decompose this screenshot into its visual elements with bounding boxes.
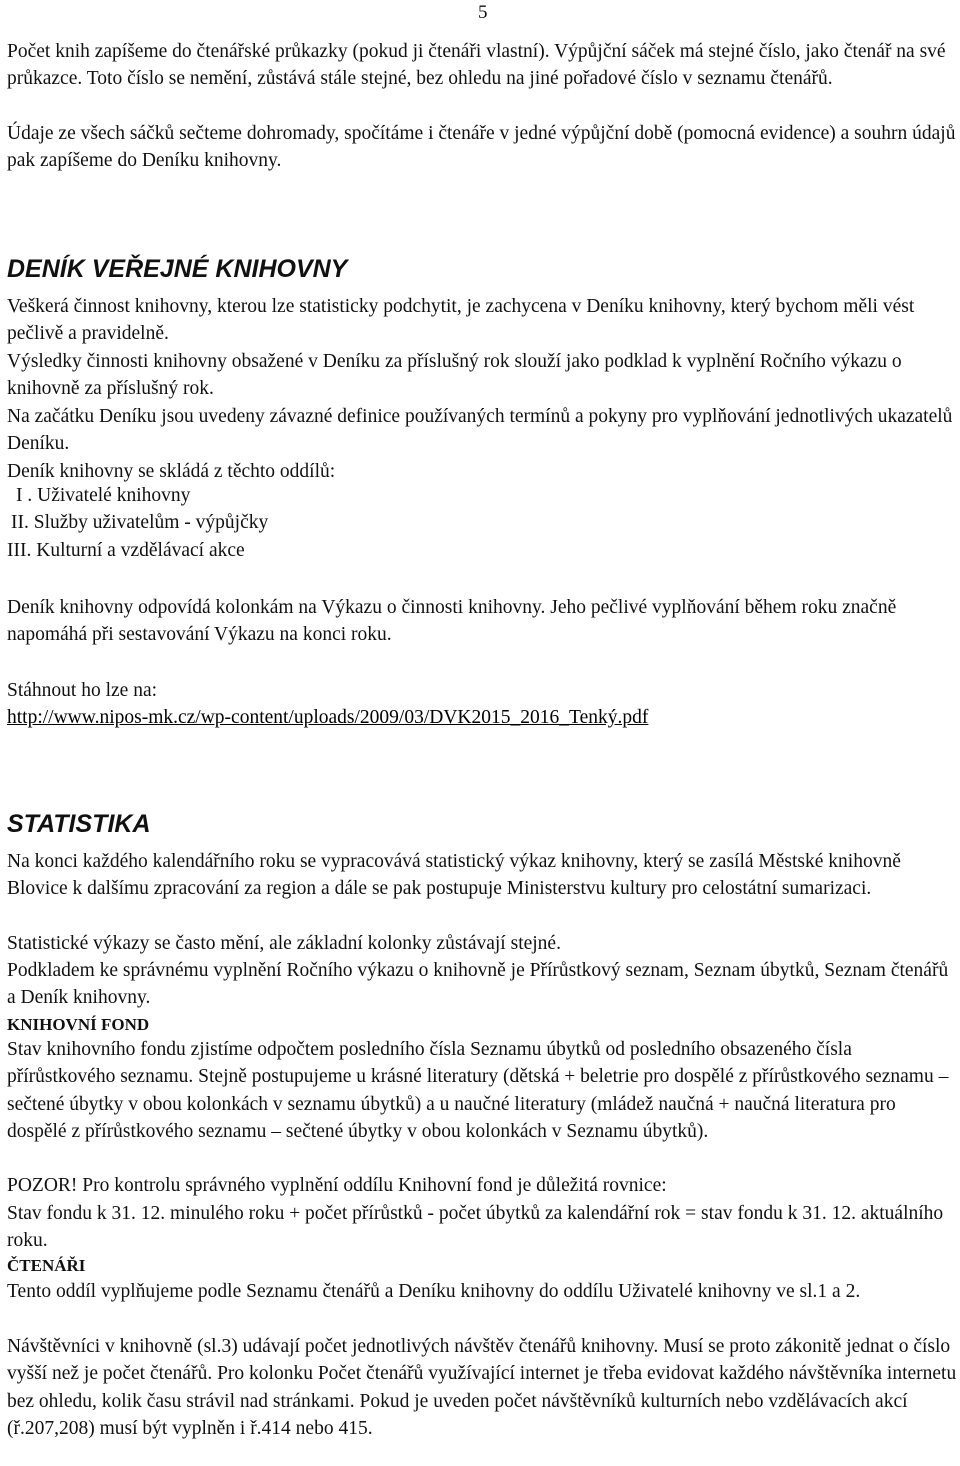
download-link-line bbox=[7, 704, 957, 731]
intro-paragraph-1: Počet knih zapíšeme do čtenářské průkazky (pokud ji čtenáři vlastní). Výpůjční sáček má stejné číslo, jako čtenář na své průkazce. Toto číslo se nemění, zůstává stále stejné, bez ohledu na jiné pořadové číslo v seznamu čtenářů. bbox=[7, 41, 946, 90]
ctenari-paragraph-1: Tento oddíl vyplňujeme podle Seznamu čtenářů a Deníku knihovny do oddílu Uživatelé knihovny ve sl.1 a 2. bbox=[7, 1281, 861, 1302]
statistika-paragraph-2: Statistické výkazy se často mění, ale základní kolonky zůstávají stejné. bbox=[7, 933, 561, 954]
denik-paragraph-5: Deník knihovny odpovídá kolonkám na Výkazu o činnosti knihovny. Jeho pečlivé vyplňování během roku značně napomáhá při sestavování Výkazu na konci roku. bbox=[7, 597, 897, 646]
ctenari-paragraph-2: Návštěvníci v knihovně (sl.3) udávají počet jednotlivých návštěv čtenářů knihovny. Musí se proto zákonitě jednat o číslo vyšší než je počet čtenářů. Pro kolonku Počet čtenářů využívající internet je třeba evidovat každého návštěvníka internetu bez ohledu, kolik času strávil nad stránkami. Pokud je uveden počet návštěvníků kulturních nebo vzdělávacích akcí (ř.207,208) musí být vyplněn i ř.414 nebo 415. bbox=[7, 1336, 957, 1439]
section-item-2: II. Služby uživatelům - výpůjčky bbox=[11, 512, 269, 533]
denik-paragraph-2: Výsledky činnosti knihovny obsažené v Deníku za příslušný rok slouží jako podklad k vyplnění Ročního výkazu o knihovně za příslušný rok. bbox=[7, 351, 902, 400]
statistika-heading: STATISTIKA bbox=[7, 810, 151, 838]
section-item-1: I . Uživatelé knihovny bbox=[16, 485, 191, 506]
download-link[interactable]: http://www.nipos-mk.cz/wp-content/uploads/2009/03/DVK2015_2016_Tenký.pdf bbox=[7, 707, 649, 728]
statistika-paragraph-3: Podkladem ke správnému vyplnění Ročního výkazu o knihovně je Přírůstkový seznam, Seznam úbytků, Seznam čtenářů a Deník knihovny. bbox=[7, 960, 949, 1009]
knihovni-fond-paragraph-2: POZOR! Pro kontrolu správného vyplnění oddílu Knihovní fond je důležitá rovnice: bbox=[7, 1175, 667, 1196]
page-number: 5 bbox=[478, 2, 488, 23]
denik-paragraph-1: Veškerá činnost knihovny, kterou lze statisticky podchytit, je zachycena v Deníku knihovny, který bychom měli vést pečlivě a pravidelně. bbox=[7, 296, 915, 345]
section-item-3: III. Kulturní a vzdělávací akce bbox=[7, 540, 245, 561]
statistika-paragraph-1: Na konci každého kalendářního roku se vypracovává statistický výkaz knihovny, který se zasílá Městské knihovně Blovice k dalšímu zpracování za region a dále se pak postupuje Ministerstvu kultury pro celostátní sumarizaci. bbox=[7, 851, 901, 900]
knihovni-fond-paragraph-1: Stav knihovního fondu zjistíme odpočtem posledního čísla Seznamu úbytků od posledního obsazeného čísla přírůstkového seznamu. Stejně postupujeme u krásné literatury (dětská + beletrie pro dospělé z přírůstkového seznamu – sečtené úbytky v obou kolonkách v seznamu úbytků) a u naučné literatury (mládež naučná + naučná literatura pro dospělé z přírůstkového seznamu – sečtené úbytky v obou kolonkách v Seznamu úbytků). bbox=[7, 1039, 949, 1142]
denik-paragraph-4: Deník knihovny se skládá z těchto oddílů: bbox=[7, 461, 336, 482]
denik-paragraph-3: Na začátku Deníku jsou uvedeny závazné definice používaných termínů a pokyny pro vyplňování jednotlivých ukazatelů Deníku. bbox=[7, 406, 953, 455]
download-label: Stáhnout ho lze na: bbox=[7, 680, 158, 701]
knihovni-fond-heading: KNIHOVNÍ FOND bbox=[7, 1015, 150, 1034]
ctenari-heading: ČTENÁŘI bbox=[7, 1256, 86, 1275]
denik-heading: DENÍK VEŘEJNÉ KNIHOVNY bbox=[7, 255, 348, 283]
knihovni-fond-paragraph-3: Stav fondu k 31. 12. minulého roku + počet přírůstků - počet úbytků za kalendářní rok = stav fondu k 31. 12. aktuálního roku. bbox=[7, 1203, 944, 1252]
intro-paragraph-2: Údaje ze všech sáčků sečteme dohromady, spočítáme i čtenáře v jedné výpůjční době (pomocná evidence) a souhrn údajů pak zapíšeme do Deníku knihovny. bbox=[7, 123, 956, 172]
